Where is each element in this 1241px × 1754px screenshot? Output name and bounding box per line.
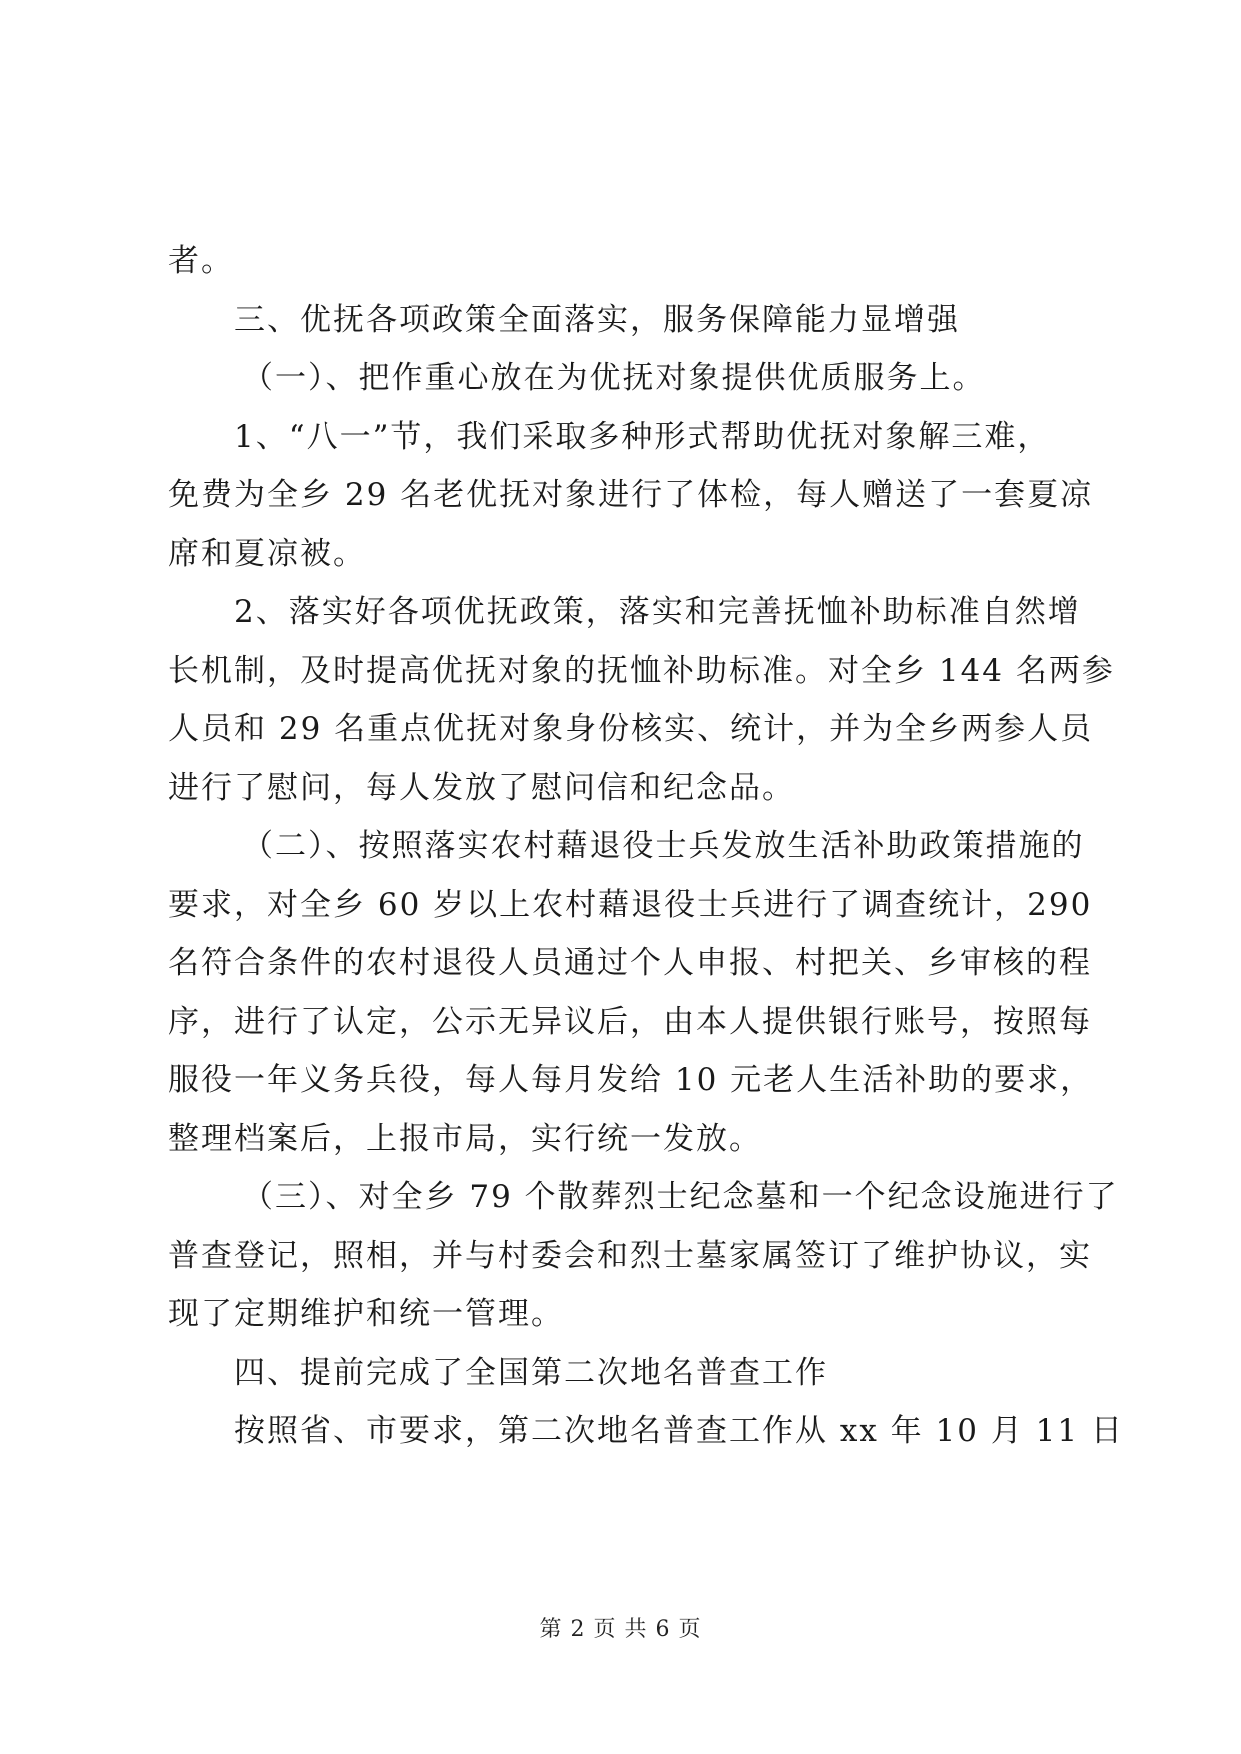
text-line: （三）、对全乡 79 个散葬烈士纪念墓和一个纪念设施进行了 (242, 1179, 1119, 1215)
section-heading: 三、优抚各项政策全面落实，服务保障能力显增强 (234, 301, 960, 338)
text-line: 者。 (168, 243, 234, 279)
text-line: 免费为全乡 29 名老优抚对象进行了体检，每人赠送了一套夏凉 (168, 477, 1094, 513)
text-line: 普查登记，照相，并与村委会和烈士墓家属签订了维护协议，实 (168, 1237, 1092, 1274)
text-line: 序，进行了认定，公示无异议后，由本人提供银行账号，按照每 (168, 1003, 1092, 1040)
text-line: 席和夏凉被。 (168, 535, 366, 572)
text-line: 名符合条件的农村退役人员通过个人申报、村把关、乡审核的程 (168, 945, 1092, 981)
text-line: 长机制，及时提高优抚对象的抚恤补助标准。对全乡 144 名两参 (168, 652, 1115, 689)
text-line: 整理档案后，上报市局，实行统一发放。 (168, 1120, 762, 1157)
text-line: （二）、按照落实农村藉退役士兵发放生活补助政策措施的 (242, 828, 1085, 864)
page-number-footer: 第 2 页 共 6 页 (539, 1617, 702, 1642)
text-line: 服役一年义务兵役，每人每月发给 10 元老人生活补助的要求， (168, 1062, 1094, 1098)
subsection-heading: （一）、把作重心放在为优抚对象提供优质服务上。 (242, 360, 986, 396)
text-line: 进行了慰问，每人发放了慰问信和纪念品。 (168, 769, 795, 806)
text-line: 2、落实好各项优抚政策，落实和完善抚恤补助标准自然增 (234, 594, 1081, 630)
text-line: 现了定期维护和统一管理。 (168, 1296, 564, 1332)
text-line: 按照省、市要求，第二次地名普查工作从 xx 年 10 月 11 日 (234, 1413, 1124, 1449)
text-line: 人员和 29 名重点优抚对象身份核实、统计，并为全乡两参人员 (168, 711, 1094, 747)
document-body (168, 232, 1124, 1461)
section-heading: 四、提前完成了全国第二次地名普查工作 (234, 1354, 828, 1391)
text-line: 1、“八一”节，我们采取多种形式帮助优抚对象解三难， (234, 418, 1051, 455)
text-line: 要求，对全乡 60 岁以上农村藉退役士兵进行了调查统计，290 (168, 886, 1093, 923)
